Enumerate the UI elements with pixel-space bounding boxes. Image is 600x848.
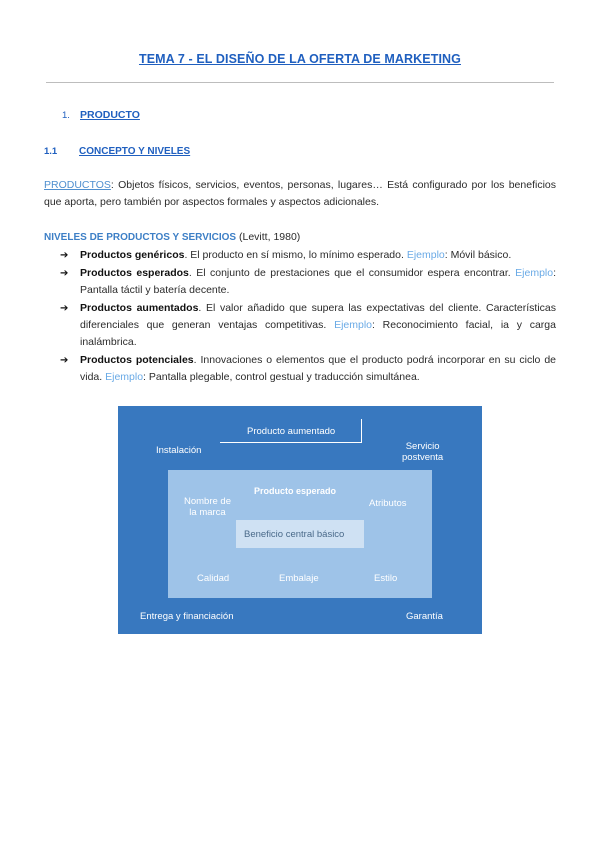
section-heading-producto bbox=[62, 109, 140, 121]
level-text: . El valor añadido que supera las expectativas del cliente. Características diferenciales que generan ventajas competitivas. bbox=[80, 302, 557, 331]
example-text: : Reconocimiento facial, ia y carga inalámbrica. bbox=[80, 319, 556, 348]
example-text: : Móvil básico. bbox=[444, 249, 512, 261]
augmented-bracket-line bbox=[361, 419, 362, 443]
productos-keyword: PRODUCTOS bbox=[44, 179, 111, 191]
levels-heading bbox=[44, 231, 300, 243]
level-term: Productos potenciales bbox=[80, 354, 194, 366]
section-label[interactable]: PRODUCTO bbox=[80, 109, 140, 121]
subsection-heading-concepto bbox=[44, 145, 190, 157]
arrow-icon: ➔ bbox=[60, 355, 69, 366]
levels-source: (Levitt, 1980) bbox=[236, 231, 301, 243]
page-title: TEMA 7 - EL DISEÑO DE LA OFERTA DE MARKETING bbox=[138, 52, 461, 66]
augmented-product-label: Producto aumentado bbox=[247, 426, 336, 437]
core-benefit-label: Beneficio central básico bbox=[244, 529, 345, 540]
subsection-number: 1.1 bbox=[44, 146, 58, 157]
level-term: Productos aumentados bbox=[80, 302, 199, 314]
title-divider bbox=[46, 82, 554, 83]
levels-list bbox=[60, 247, 556, 387]
product-levels-diagram bbox=[118, 406, 482, 634]
level-term: Productos esperados bbox=[80, 267, 189, 279]
expected-product-label: Producto esperado bbox=[254, 486, 337, 496]
attributes-label: Atributos bbox=[369, 498, 407, 509]
example-label: Ejemplo bbox=[406, 249, 445, 261]
subsection-label[interactable]: CONCEPTO Y NIVELES bbox=[79, 146, 191, 157]
example-label: Ejemplo bbox=[105, 371, 144, 383]
level-text: . Innovaciones o elementos que el producto podrá incorporar en su ciclo de vida. bbox=[80, 354, 557, 383]
levels-heading-label: NIVELES DE PRODUCTOS Y SERVICIOS bbox=[44, 232, 237, 243]
brand-name-label: Nombre de la marca bbox=[184, 496, 231, 518]
level-item-potenciales bbox=[60, 352, 556, 386]
delivery-financing-label: Entrega y financiación bbox=[140, 611, 234, 622]
example-text: : Pantalla plegable, control gestual y traducción simultánea. bbox=[143, 371, 420, 383]
level-text: . El conjunto de prestaciones que el consumidor espera encontrar. bbox=[188, 267, 516, 279]
aftersales-label: Servicio postventa bbox=[402, 441, 444, 463]
quality-label: Calidad bbox=[197, 573, 230, 584]
style-label: Estilo bbox=[374, 573, 398, 584]
level-item-genericos bbox=[60, 247, 556, 264]
level-term: Productos genéricos bbox=[80, 249, 185, 261]
level-item-esperados bbox=[60, 265, 556, 299]
example-text: : Pantalla táctil y batería decente. bbox=[80, 267, 556, 296]
arrow-icon: ➔ bbox=[60, 268, 69, 279]
arrow-icon: ➔ bbox=[60, 303, 69, 314]
augmented-bracket-line bbox=[220, 442, 362, 443]
section-number: 1. bbox=[62, 110, 70, 121]
intro-paragraph bbox=[44, 177, 556, 211]
level-item-aumentados bbox=[60, 300, 556, 351]
packaging-label: Embalaje bbox=[279, 573, 319, 584]
arrow-icon: ➔ bbox=[60, 250, 69, 261]
warranty-label: Garantía bbox=[406, 611, 443, 622]
intro-text: : Objetos físicos, servicios, eventos, personas, lugares… Está configurado por los beneficios que aporta, pero también por aspectos formales y aspectos adicionales. bbox=[44, 179, 556, 208]
level-text: . El producto en sí mismo, lo mínimo esperado. bbox=[184, 249, 407, 261]
example-label: Ejemplo bbox=[515, 267, 554, 279]
installation-label: Instalación bbox=[156, 445, 202, 456]
example-label: Ejemplo bbox=[334, 319, 372, 331]
